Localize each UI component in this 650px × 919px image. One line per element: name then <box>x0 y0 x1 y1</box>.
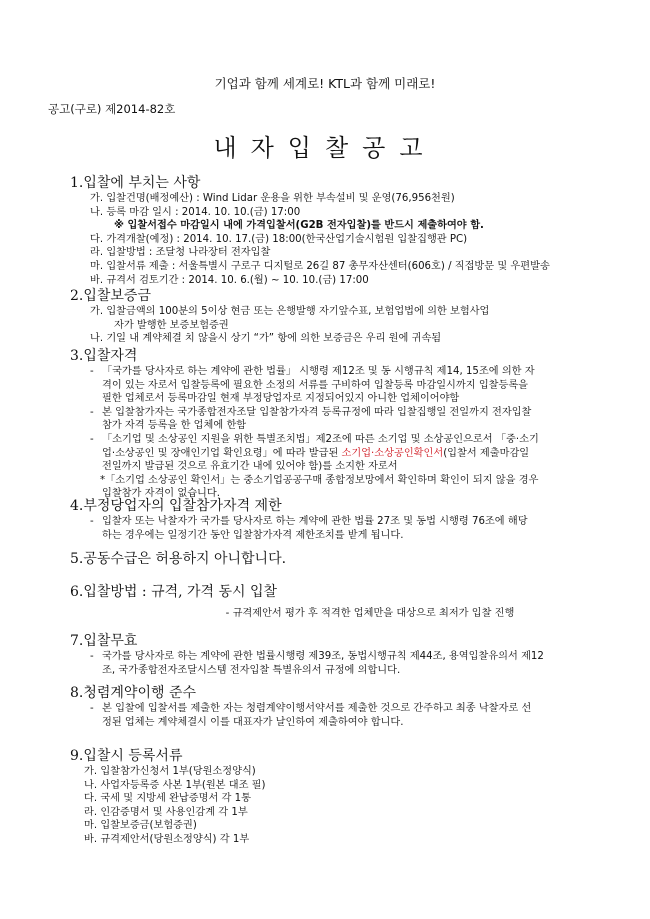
text-line: 입찰자 또는 낙찰자가 국가를 당사자로 하는 계약에 관한 법률 27조 및 동법 시행령 76조에 해당 <box>102 516 528 527</box>
list-item: 라. 인감증명서 및 사용인감계 각 1부 <box>84 806 248 818</box>
text-line: *「소기업 소상공인 확인서」는 중소기업공공구매 종합정보망에서 확인하며 확인이 되지 않을 경우 <box>100 474 539 486</box>
section-9 <box>70 747 630 847</box>
dash-bullet: - <box>90 433 94 445</box>
list-item: 가. 입찰건명(배정예산) : Wind Lidar 운용을 위한 부속설비 및 운영(76,956천원) <box>90 193 455 204</box>
text-line: 본 입찰에 입찰서를 제출한 자는 청렴계약이행서약서를 제출한 것으로 간주하고 최종 낙찰자로 선 <box>102 703 532 714</box>
slogan: 기업과 함께 세계로! KTL과 함께 미래로! <box>214 76 436 91</box>
text-segment: 업·소상공인 및 장애인기업 확인요령」에 따라 발급된 <box>102 447 342 459</box>
section-6 <box>70 583 630 621</box>
section-title: 2.입찰보증금 <box>70 288 151 304</box>
paragraph <box>90 702 630 729</box>
list-item: 자가 발행한 보증보험증권 <box>114 319 229 331</box>
text-line: 정된 업체는 계약체결시 이를 대표자가 날인하여 제출하여야 합니다. <box>102 716 404 728</box>
section-title: 6.입찰방법 : 규격, 가격 동시 입찰 <box>70 584 278 600</box>
list-item: 나. 사업자등록증 사본 1부(원본 대조 필) <box>84 779 266 791</box>
text-line: 「소기업 및 소상공인 지원을 위한 특별조치법」제2조에 따른 소기업 및 소상공인으로서 「중·소기 <box>102 433 539 445</box>
section-title: 5.공동수급은 허용하지 아니합니다. <box>70 551 287 567</box>
list-item: 바. 규격서 검토기간 : 2014. 10. 6.(월) ~ 10. 10.(금) 17:00 <box>90 274 369 286</box>
section-items <box>90 702 630 729</box>
dash-bullet: - <box>90 703 94 714</box>
text-line: 하는 경우에는 일정기간 동안 입찰참가자격 제한조치를 받게 됩니다. <box>102 529 404 541</box>
highlighted-term: 소기업·소상공인확인서 <box>341 447 444 459</box>
list-item: 마. 입찰서류 제출 : 서울특별시 구로구 디지털로 26길 87 총무자산센터(606호) / 직접방문 및 우편발송 <box>90 260 550 272</box>
section-8 <box>70 684 630 729</box>
dash-bullet: - <box>90 406 94 418</box>
list-item: 나. 기일 내 계약체결 치 않을시 상기 “가” 항에 의한 보증금은 우리 원에 귀속됨 <box>90 333 442 345</box>
list-item: 가. 입찰금액의 100분의 5이상 현금 또는 은행발행 자기앞수표, 보험업법에 의한 보험사업 <box>90 306 490 317</box>
list-item: 라. 입찰방법 : 조달청 나라장터 전자입찰 <box>90 247 271 259</box>
section-title: 4.부정당업자의 입찰참가자격 제한 <box>70 498 282 514</box>
paragraph <box>90 515 630 542</box>
section-title: 3.입찰자격 <box>70 348 138 364</box>
list-item: 다. 국세 및 지방세 완납증명서 각 1통 <box>84 793 251 805</box>
section-1 <box>70 174 630 287</box>
paragraph <box>90 406 630 433</box>
method-note: - 규격제안서 평가 후 적격한 업체만을 대상으로 최저가 입찰 진행 <box>225 608 515 619</box>
section-items <box>90 365 630 501</box>
section-items <box>90 650 630 677</box>
section-7 <box>70 632 630 677</box>
list-item: 다. 가격개찰(예정) : 2014. 10. 17.(금) 18:00(한국산업기술시험원 입찰집행관 PC) <box>90 233 468 245</box>
dash-bullet: - <box>90 516 94 527</box>
section-title: 7.입찰무효 <box>70 633 138 649</box>
text-segment: (입찰서 제출마감일 <box>443 447 530 459</box>
section-items <box>90 305 630 346</box>
list-item: 가. 입찰참가신청서 1부(당원소정양식) <box>84 766 256 777</box>
text-line: 본 입찰참가자는 국가종합전자조달 입찰참가자격 등록규정에 따라 입찰집행일 전일까지 전자입찰 <box>102 406 532 418</box>
list-item: 바. 규격제안서(당원소정양식) 각 1부 <box>84 833 250 845</box>
text-line: 「국가를 당사자로 하는 계약에 관한 법률」 시행령 제12조 및 동 시행규칙 제14, 15조에 의한 자 <box>102 366 535 377</box>
paragraph <box>90 433 630 501</box>
text-line: 필한 업체로서 등록마감일 현재 부정당업자로 지정되어있지 아니한 업체이어야함 <box>102 393 460 405</box>
dash-bullet: - <box>90 366 94 377</box>
notice-number: 공고(구로) 제2014-82호 <box>48 102 176 116</box>
text-line: 격이 있는 자로서 입찰등록에 필요한 소정의 서류를 구비하여 입찰등록 마감일시까지 입찰등록을 <box>102 379 529 391</box>
section-title: 8.청렴계약이행 준수 <box>70 685 196 701</box>
list-item: 마. 입찰보증금(보험증권) <box>84 820 197 832</box>
section-title: 9.입찰시 등록서류 <box>70 748 183 764</box>
section-items <box>84 765 630 847</box>
section-title: 1.입찰에 부치는 사항 <box>70 175 201 191</box>
list-item: 나. 등록 마감 일시 : 2014. 10. 10.(금) 17:00 <box>90 206 301 218</box>
text-line: 참가 자격 등록을 한 업체에 한함 <box>102 420 247 432</box>
text-line: 국가를 당사자로 하는 계약에 관한 법률시행령 제39조, 동법시행규칙 제44조, 용역입찰유의서 제12 <box>102 651 544 662</box>
section-items <box>90 192 630 287</box>
section-2 <box>70 287 630 346</box>
dash-bullet: - <box>90 651 94 662</box>
paragraph <box>90 650 630 677</box>
page-title: 내자입찰공고 <box>213 134 437 162</box>
text-line: 입찰참가 자격이 없습니다. <box>102 488 220 500</box>
section-3 <box>70 347 630 501</box>
section-items <box>90 515 630 542</box>
list-item: ※ 입찰서접수 마감일시 내에 가격입찰서(G2B 전자입찰)를 반드시 제출하여야 함. <box>114 220 484 232</box>
section-5 <box>70 550 630 568</box>
text-line <box>102 447 630 461</box>
section-4 <box>70 497 630 542</box>
text-line: 조, 국가종합전자조달시스템 전자입찰 특별유의서 규정에 의합니다. <box>102 664 401 676</box>
paragraph <box>90 365 630 406</box>
text-line: 전일까지 발급된 것으로 유효기간 내에 있어야 함)를 소지한 자로서 <box>102 461 398 473</box>
